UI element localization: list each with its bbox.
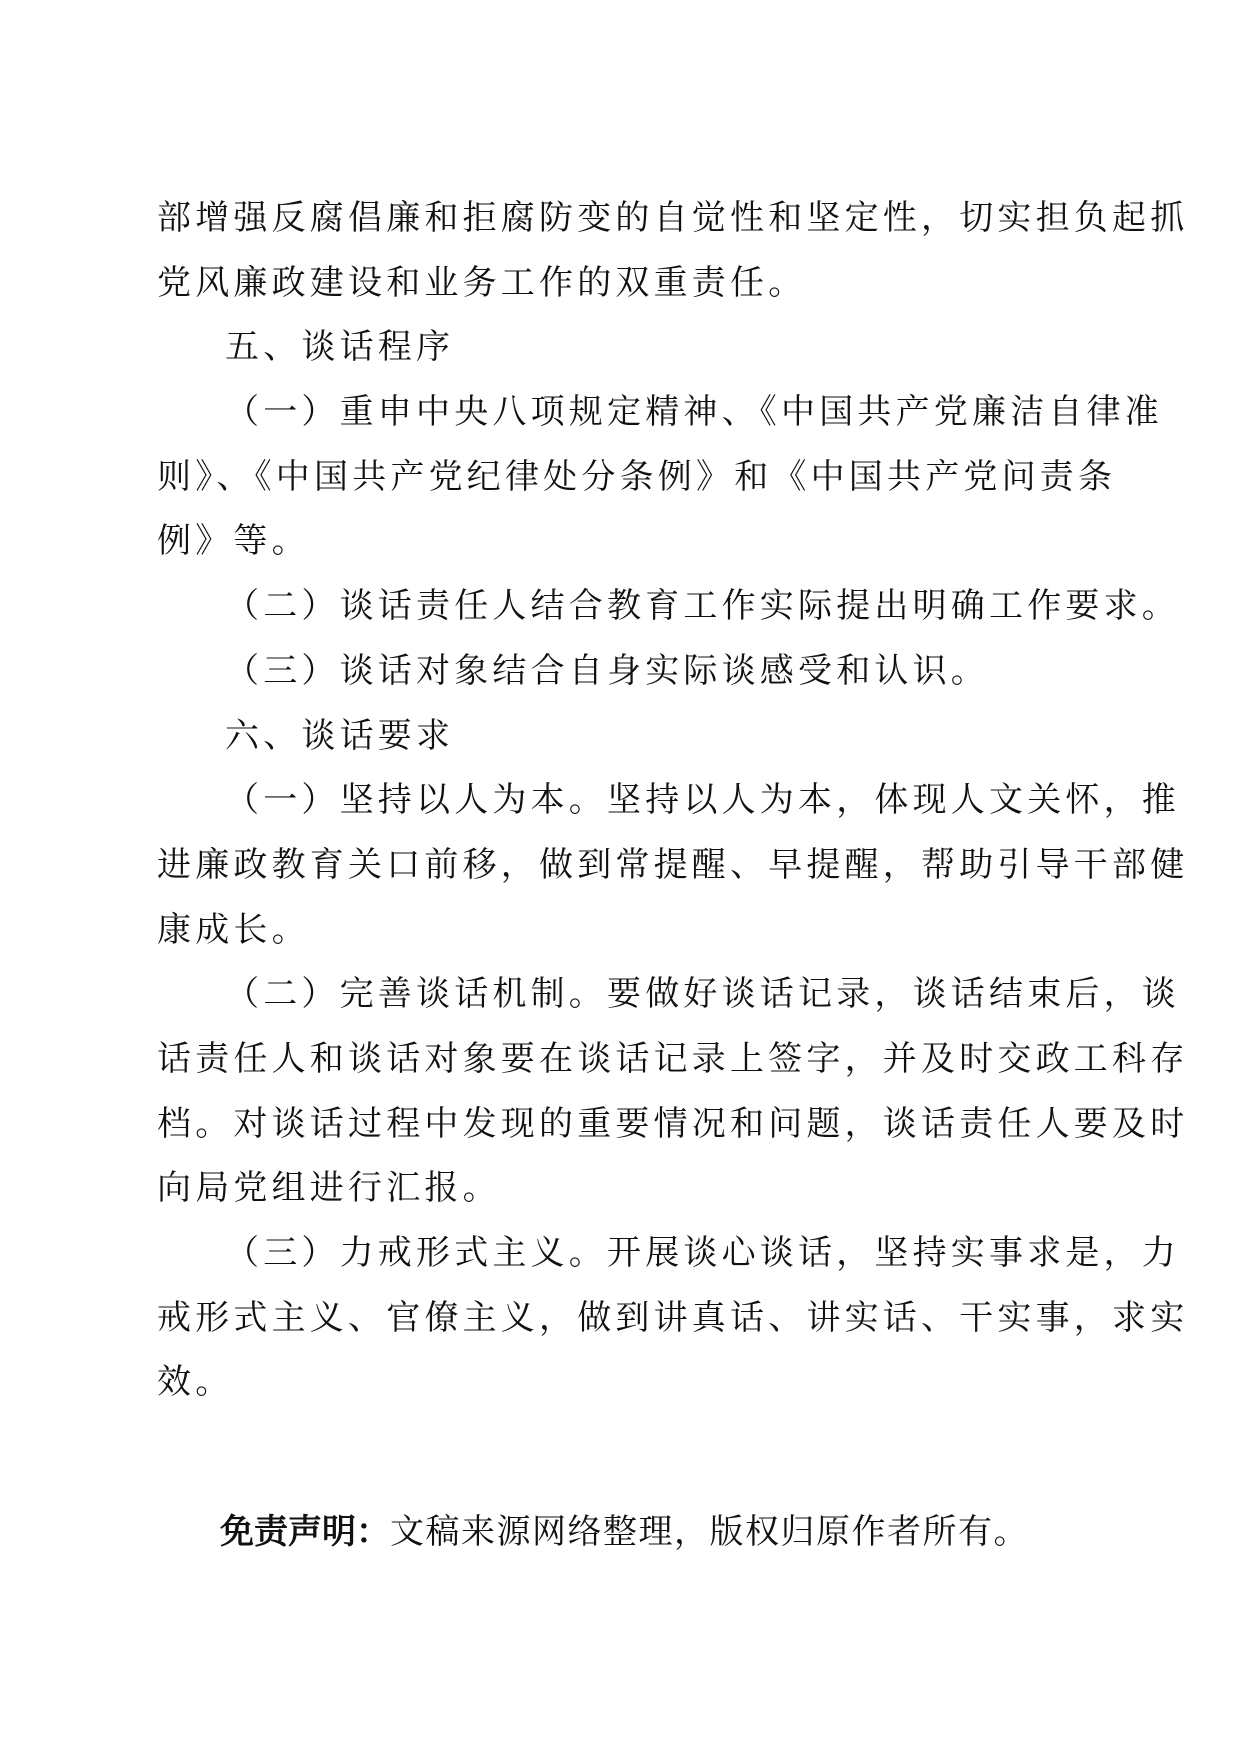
paragraph-line: 则》、《中国共产党纪律处分条例》和《中国共产党问责条 xyxy=(157,456,1117,497)
paragraph-line: 戒形式主义、官僚主义，做到讲真话、讲实话、干实事，求实 xyxy=(157,1297,1189,1338)
paragraph-line: 效。 xyxy=(157,1362,234,1403)
paragraph-line: （三）谈话对象结合自身实际谈感受和认识。 xyxy=(225,650,989,691)
disclaimer-label: 免责声明： xyxy=(220,1512,390,1552)
paragraph-line: 档。对谈话过程中发现的重要情况和问题，谈话责任人要及时 xyxy=(157,1103,1189,1144)
disclaimer xyxy=(220,1500,1029,1564)
paragraph-line: 党风廉政建设和业务工作的双重责任。 xyxy=(157,262,807,303)
paragraph-line: （三）力戒形式主义。开展谈心谈话，坚持实事求是，力 xyxy=(225,1233,1180,1273)
section-heading-procedure: 五、谈话程序 xyxy=(225,327,455,368)
document-body xyxy=(157,186,1189,1415)
paragraph-line: 部增强反腐倡廉和拒腐防变的自觉性和坚定性，切实担负起抓 xyxy=(157,198,1189,238)
paragraph-line: （一）坚持以人为本。坚持以人为本，体现人文关怀，推 xyxy=(225,780,1180,821)
paragraph-line: 进廉政教育关口前移，做到常提醒、早提醒，帮助引导干部健 xyxy=(157,844,1189,885)
paragraph-line: 康成长。 xyxy=(157,909,310,950)
disclaimer-text: 文稿来源网络整理，版权归原作者所有。 xyxy=(390,1512,1029,1552)
paragraph-line: 例》等。 xyxy=(157,521,310,562)
paragraph-line: 话责任人和谈话对象要在谈话记录上签字，并及时交政工科存 xyxy=(157,1038,1189,1079)
paragraph-line: （二）谈话责任人结合教育工作实际提出明确工作要求。 xyxy=(225,586,1180,627)
section-heading-requirements: 六、谈话要求 xyxy=(225,715,455,756)
paragraph-line: （一）重申中央八项规定精神、《中国共产党廉洁自律准 xyxy=(225,392,1163,433)
paragraph-line: 向局党组进行汇报。 xyxy=(157,1168,501,1209)
paragraph-line: （二）完善谈话机制。要做好谈话记录，谈话结束后，谈 xyxy=(225,974,1180,1015)
